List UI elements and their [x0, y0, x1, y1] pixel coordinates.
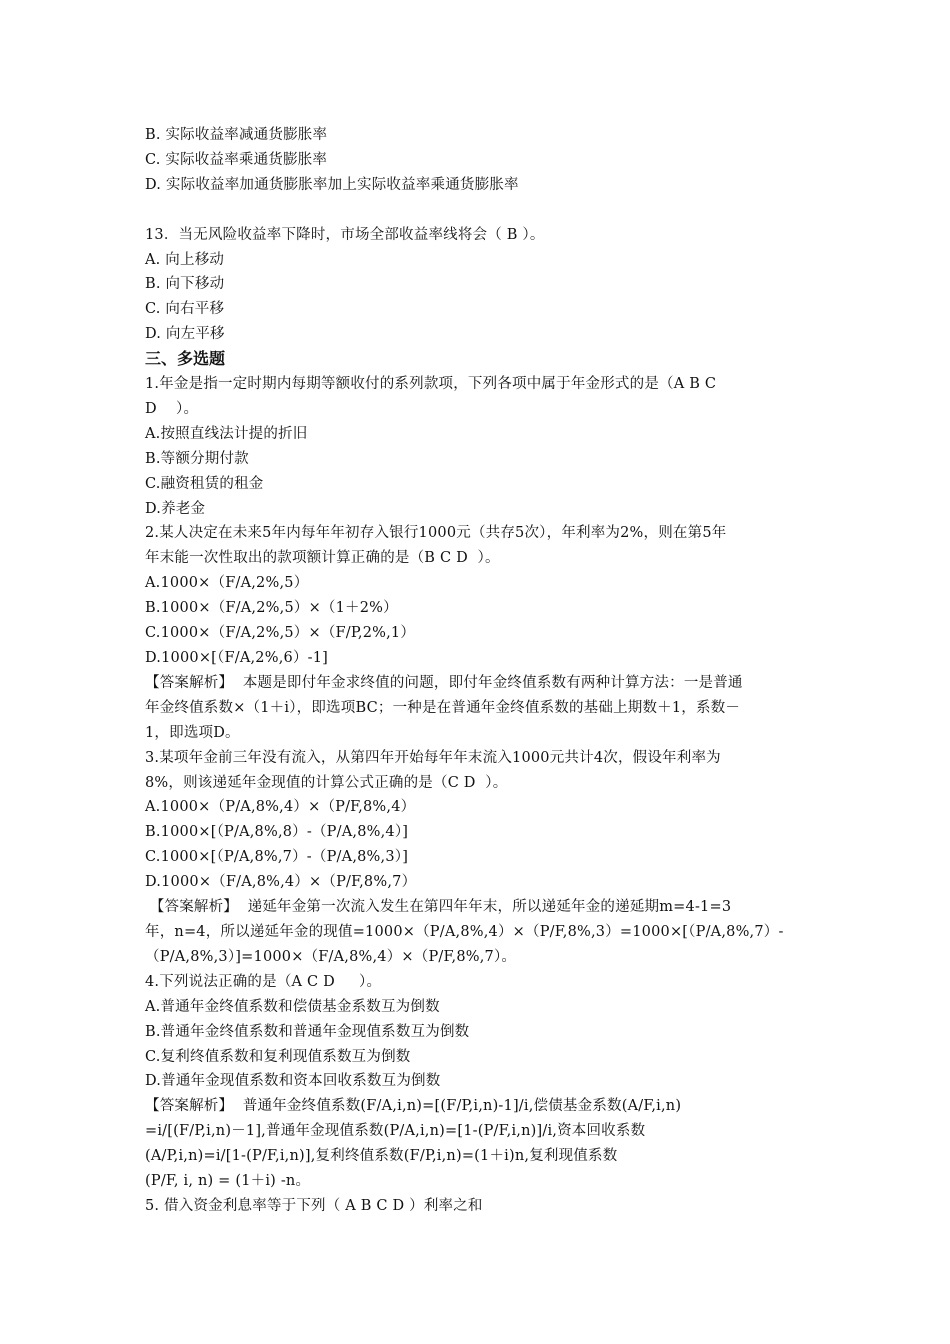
answer-analysis-line: 年，n=4，所以递延年金的现值=1000×（P/A,8%,4）×（P/F,8%,3）=1000×[（P/A,8%,7）- — [145, 923, 784, 940]
answer-analysis-line: 【答案解析】 递延年金第一次流入发生在第四年年末，所以递延年金的递延期m=4-1=3 — [145, 899, 732, 916]
body-line: A.1000×（P/A,8%,4）×（P/F,8%,4） — [145, 799, 416, 816]
question-13-option-d: D. 向左平移 — [145, 326, 225, 343]
body-line: D.普通年金现值系数和资本回收系数互为倒数 — [145, 1073, 441, 1090]
section-heading: 三、多选题 — [145, 349, 226, 369]
answer-analysis-line: (A/P,i,n)=i/[1-(P/F,i,n)],复利终值系数(F/P,i,n)=(1＋i)n,复利现值系数 — [145, 1148, 618, 1165]
question-13-stem: 13．当无风险收益率下降时，市场全部收益率线将会（ B ）。 — [145, 226, 545, 243]
answer-analysis-line: (P/F, i, n) = (1＋i) -n。 — [145, 1173, 311, 1190]
body-line: 4.下列说法正确的是（A C D ）。 — [145, 973, 382, 990]
question-13-option-b: B. 向下移动 — [145, 276, 225, 293]
answer-analysis-line: （P/A,8%,3）]=1000×（F/A,8%,4）×（P/F,8%,7）。 — [145, 948, 517, 965]
answer-analysis-line: 【答案解析】 普通年金终值系数(F/A,i,n)=[(F/P,i,n)-1]/i,偿债基金系数(A/F,i,n) — [145, 1098, 682, 1115]
body-line: C.融资租赁的租金 — [145, 475, 264, 492]
blank-line — [145, 198, 810, 223]
question-13-option-c: C. 向右平移 — [145, 301, 225, 318]
body-line: 年末能一次性取出的款项额计算正确的是（B C D ）。 — [145, 550, 500, 567]
body-line: D ）。 — [145, 400, 199, 417]
body-line: 5. 借入资金利息率等于下列（ A B C D ）利率之和 — [145, 1197, 483, 1214]
body-line: 2.某人决定在未来5年内每年年初存入银行1000元（共存5次），年利率为2%，则在第5年 — [145, 525, 727, 542]
body-line: C.复利终值系数和复利现值系数互为倒数 — [145, 1048, 411, 1065]
body-line: B.普通年金终值系数和普通年金现值系数互为倒数 — [145, 1023, 470, 1040]
body-line: A.按照直线法计提的折旧 — [145, 425, 308, 442]
body-line: 8%，则该递延年金现值的计算公式正确的是（C D ）。 — [145, 774, 508, 791]
answer-analysis-line: 年金终值系数×（1＋i），即选项BC；一种是在普通年金终值系数的基础上期数＋1，系数－ — [145, 699, 741, 716]
body-line: C.1000×（F/A,2%,5）×（F/P,2%,1） — [145, 625, 416, 642]
body-line: D.养老金 — [145, 500, 206, 517]
body-line: 3.某项年金前三年没有流入，从第四年开始每年年末流入1000元共计4次，假设年利率为 — [145, 749, 721, 766]
body-line: 1.年金是指一定时期内每期等额收付的系列款项，下列各项中属于年金形式的是（A B C — [145, 376, 717, 393]
answer-analysis-line: 【答案解析】 本题是即付年金求终值的问题，即付年金终值系数有两种计算方法：一是普通 — [145, 674, 743, 691]
answer-analysis-line: 1，即选项D。 — [145, 724, 240, 741]
body-line: C.1000×[（P/A,8%,7）-（P/A,8%,3）] — [145, 849, 409, 866]
body-line: B.1000×[（P/A,8%,8）-（P/A,8%,4）] — [145, 824, 409, 841]
body-line: B.1000×（F/A,2%,5）×（1＋2%） — [145, 600, 398, 617]
body-line: B.等额分期付款 — [145, 450, 249, 467]
option-d-previous: D. 实际收益率加通货膨胀率加上实际收益率乘通货膨胀率 — [145, 176, 519, 193]
option-b-previous: B. 实际收益率减通货膨胀率 — [145, 127, 328, 143]
body-line: D.1000×[（F/A,2%,6）-1] — [145, 650, 329, 667]
body-line: D.1000×（F/A,8%,4）×（P/F,8%,7） — [145, 874, 417, 891]
question-13-option-a: A. 向上移动 — [145, 251, 225, 268]
body-line: A.1000×（F/A,2%,5） — [145, 575, 309, 592]
option-c-previous: C. 实际收益率乘通货膨胀率 — [145, 151, 328, 168]
body-line: A.普通年金终值系数和偿债基金系数互为倒数 — [145, 998, 440, 1015]
document-page — [145, 123, 810, 1219]
answer-analysis-line: =i/[(F/P,i,n)－1],普通年金现值系数(P/A,i,n)=[1-(P/F,i,n)]/i,资本回收系数 — [145, 1123, 646, 1140]
